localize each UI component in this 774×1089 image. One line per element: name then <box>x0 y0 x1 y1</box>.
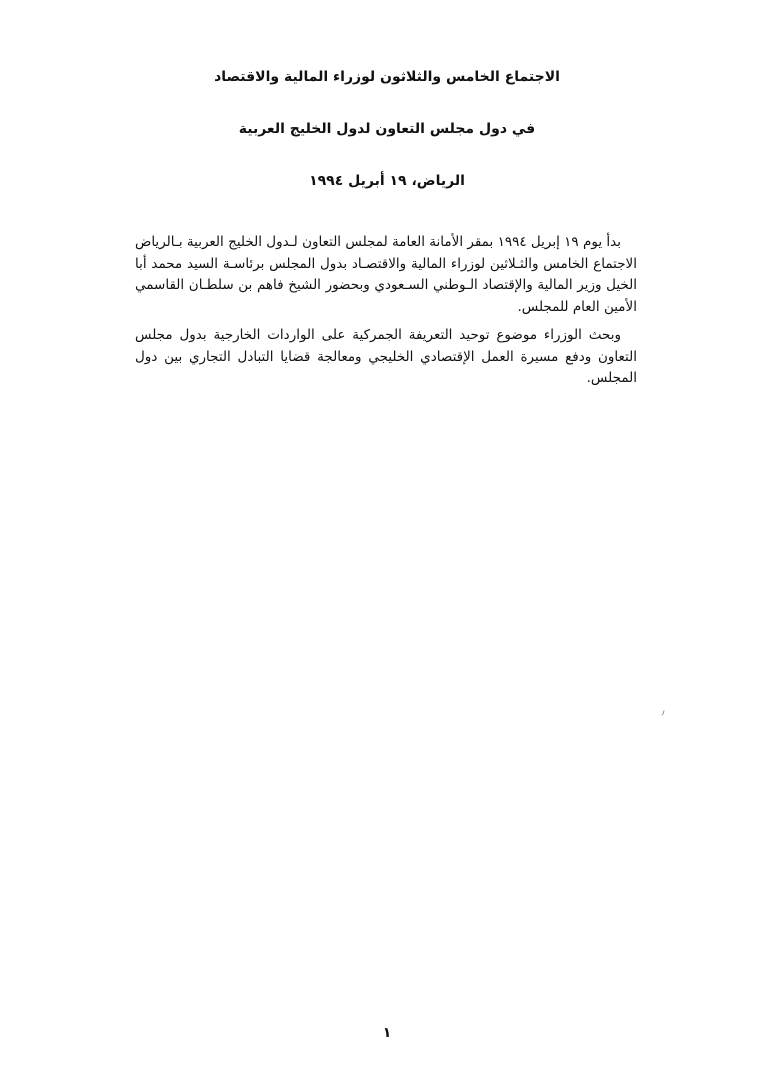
page-number: ١ <box>382 1025 392 1041</box>
body-text <box>135 232 637 390</box>
paragraph-2: وبحث الوزراء موضوع توحيد التعريفة الجمركية على الواردات الخارجية بدول مجلس التعاون ودفع مسيرة العمل الإقتصادي الخليجي ومعالجة قضايا التبادل التجاري بين دول المجلس. <box>135 327 637 386</box>
scan-artifact-mark <box>659 710 664 717</box>
title-line-2: في دول مجلس التعاون لدول الخليج العربية <box>238 121 536 137</box>
title-line-3: الرياض، ١٩ أبريل ١٩٩٤ <box>309 173 465 189</box>
title-block <box>0 0 774 188</box>
paragraph-1: بدأ يوم ١٩ إبريل ١٩٩٤ بمقر الأمانة العامة لمجلس التعاون لـدول الخليج العربية بـالرياض الاجتماع الخامس والثـلاثين لوزراء المالية والاقتصـاد بدول المجلس برئاسـة السيد محمد أبا الخيل وزير المالية والإقتصاد الـوطني السـعودي وبحضور الشيخ فاهم بن سلطـان القاسمي الأمين العام للمجلس. <box>135 234 637 315</box>
title-line-1: الاجتماع الخامس والثلاثون لوزراء المالية والاقتصاد <box>214 69 560 85</box>
